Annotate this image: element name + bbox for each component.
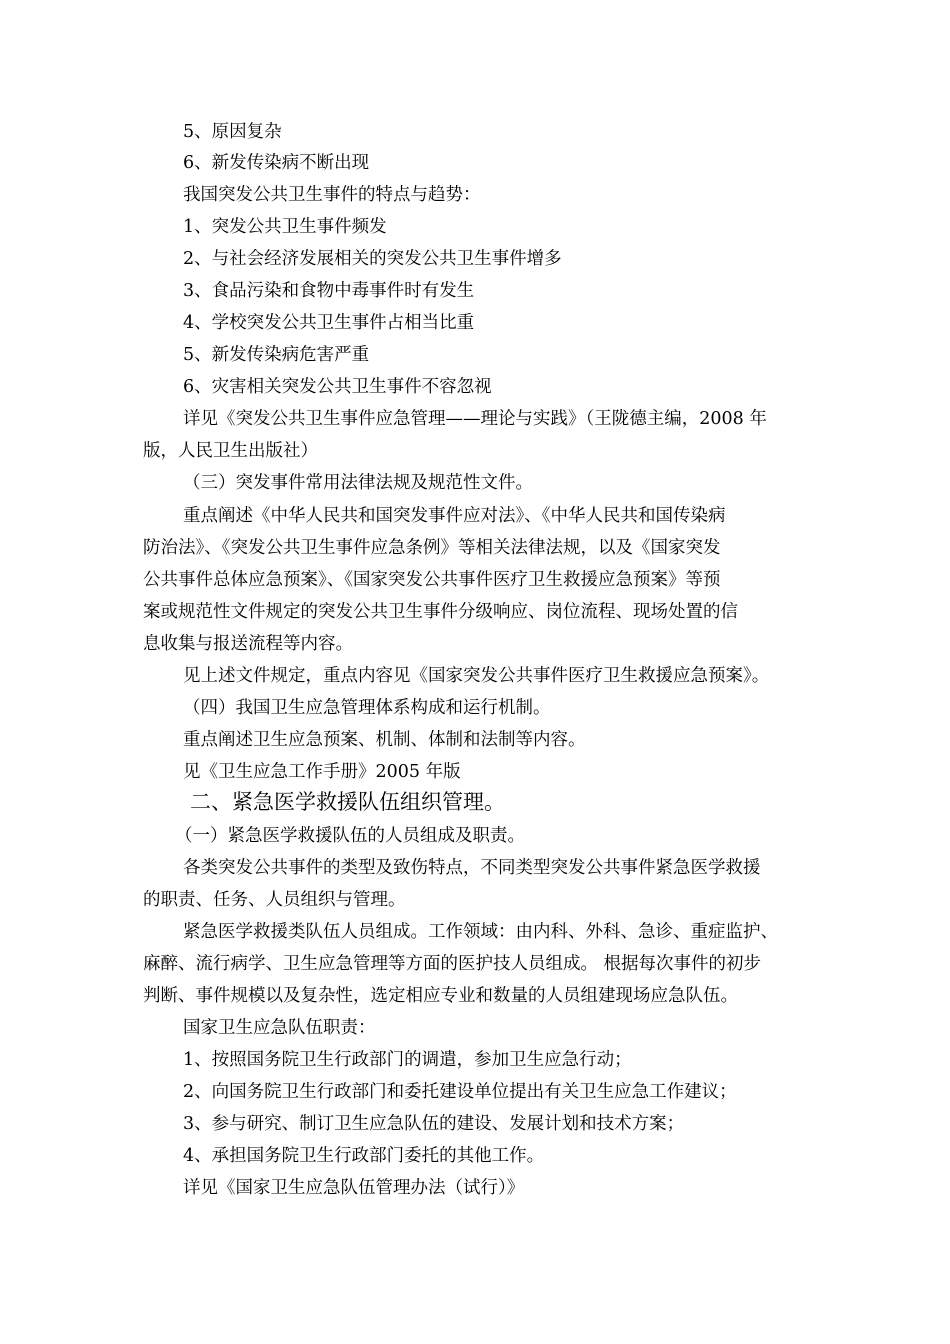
list-item: 3、参与研究、制订卫生应急队伍的建设、发展计划和技术方案； (183, 1114, 685, 1134)
list-item: 1、突发公共卫生事件频发 (183, 217, 387, 237)
paragraph: 各类突发公共事件的类型及致伤特点，不同类型突发公共事件紧急医学救援 (183, 858, 761, 878)
paragraph: 见《卫生应急工作手册》2005 年版 (183, 762, 461, 782)
list-item: 3、食品污染和食物中毒事件时有发生 (183, 281, 475, 301)
list-item: 6、新发传染病不断出现 (183, 153, 370, 173)
paragraph: 详见《国家卫生应急队伍管理办法（试行）》 (183, 1178, 525, 1198)
paragraph: 重点阐述卫生应急预案、机制、体制和法制等内容。 (183, 730, 586, 750)
paragraph: 重点阐述《中华人民共和国突发事件应对法》、《中华人民共和国传染病 (183, 506, 726, 526)
paragraph: 详见《突发公共卫生事件应急管理——理论与实践》（王陇德主编，2008 年 (183, 409, 767, 429)
paragraph: 公共事件总体应急预案》、《国家突发公共事件医疗卫生救援应急预案》等预 (143, 570, 721, 590)
section-heading: （三）突发事件常用法律法规及规范性文件。 (183, 473, 533, 493)
chapter-heading: 二、紧急医学救援队伍组织管理。 (190, 790, 505, 814)
list-item: 2、向国务院卫生行政部门和委托建设单位提出有关卫生应急工作建议； (183, 1082, 737, 1102)
paragraph: 的职责、任务、人员组织与管理。 (143, 890, 406, 910)
section-heading: （四）我国卫生应急管理体系构成和运行机制。 (183, 698, 551, 718)
paragraph: 案或规范性文件规定的突发公共卫生事件分级响应、岗位流程、现场处置的信 (143, 602, 738, 622)
list-item: 4、学校突发公共卫生事件占相当比重 (183, 313, 475, 333)
section-heading: （一）紧急医学救援队伍的人员组成及职责。 (175, 826, 525, 846)
paragraph: 紧急医学救援类队伍人员组成。工作领域：由内科、外科、急诊、重症监护、 (183, 922, 778, 942)
list-item: 4、承担国务院卫生行政部门委托的其他工作。 (183, 1146, 545, 1166)
paragraph: 版，人民卫生出版社） (143, 441, 318, 461)
list-item: 5、新发传染病危害严重 (183, 345, 370, 365)
list-item: 6、灾害相关突发公共卫生事件不容忽视 (183, 377, 492, 397)
paragraph: 国家卫生应急队伍职责： (183, 1018, 376, 1038)
list-item: 1、按照国务院卫生行政部门的调遣，参加卫生应急行动； (183, 1050, 632, 1070)
paragraph: 我国突发公共卫生事件的特点与趋势： (183, 185, 481, 205)
paragraph: 判断、事件规模以及复杂性，选定相应专业和数量的人员组建现场应急队伍。 (143, 986, 738, 1006)
paragraph: 息收集与报送流程等内容。 (143, 634, 353, 654)
list-item: 5、原因复杂 (183, 122, 282, 142)
paragraph: 见上述文件规定，重点内容见《国家突发公共事件医疗卫生救援应急预案》。 (183, 666, 770, 686)
paragraph: 防治法》、《突发公共卫生事件应急条例》等相关法律法规，以及《国家突发 (143, 538, 721, 558)
list-item: 2、与社会经济发展相关的突发公共卫生事件增多 (183, 249, 562, 269)
paragraph: 麻醉、流行病学、卫生应急管理等方面的医护技人员组成。 根据每次事件的初步 (143, 954, 762, 974)
